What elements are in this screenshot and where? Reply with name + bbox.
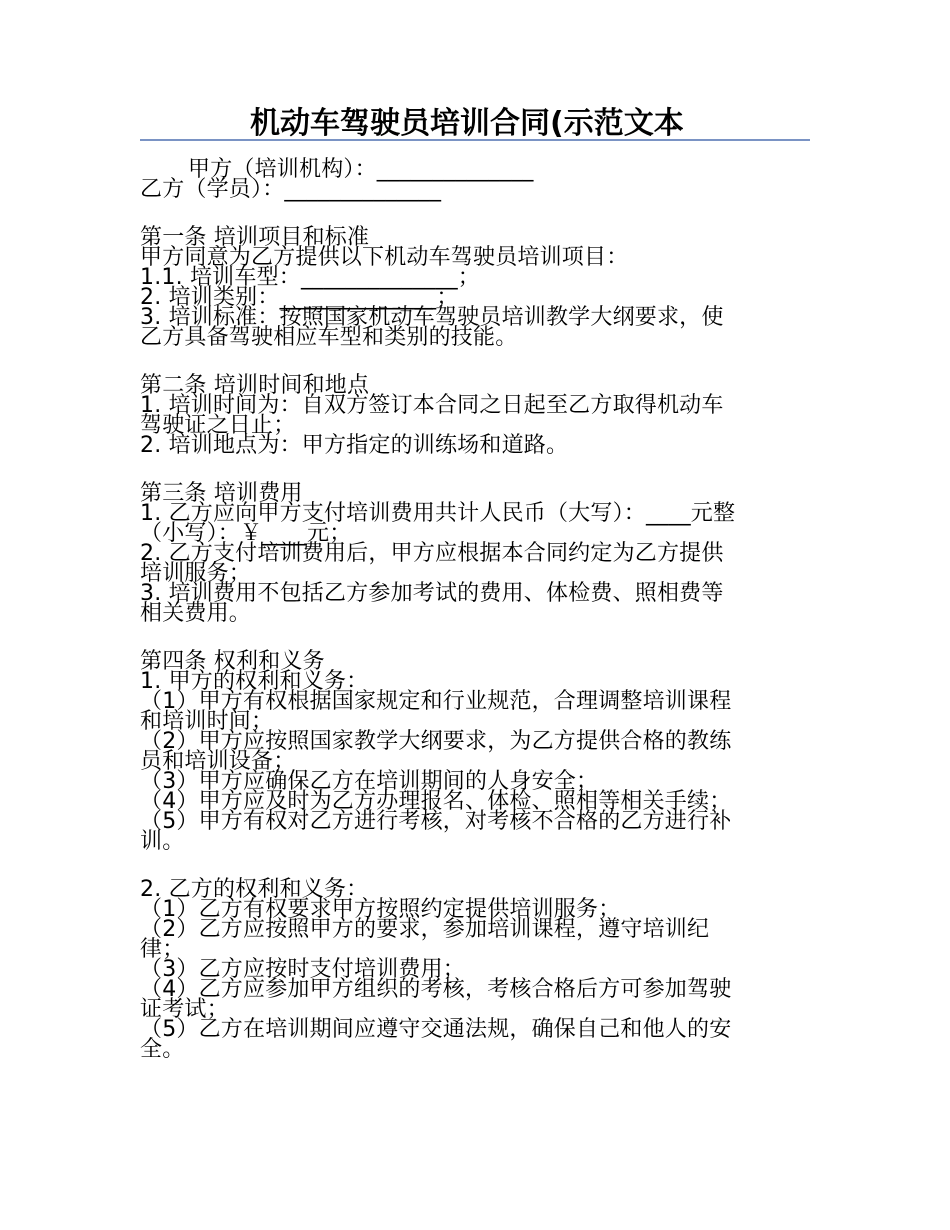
article-3-item-1: 1. 乙方应向甲方支付培训费用共计人民币（大写）：____元整 bbox=[140, 501, 736, 526]
article-1-heading: 第一条 培训项目和标准 bbox=[140, 225, 370, 250]
article-1-intro: 甲方同意为乙方提供以下机动车驾驶员培训项目： bbox=[140, 245, 629, 270]
spacer bbox=[140, 348, 810, 376]
spacer bbox=[140, 852, 810, 880]
article-3-item-3-cont: 相关费用。 bbox=[140, 601, 252, 626]
party-b-line: 乙方（学员）：______________ bbox=[140, 177, 442, 202]
party-b-right-4: （4）乙方应参加甲方组织的考核，考核合格后方可参加驾驶 bbox=[140, 977, 732, 1002]
article-3-item-3: 3. 培训费用不包括乙方参加考试的费用、体检费、照相费等 bbox=[140, 581, 724, 606]
article-2-heading: 第二条 培训时间和地点 bbox=[140, 373, 370, 398]
party-a-rights-heading: 1. 甲方的权利和义务： bbox=[140, 669, 369, 694]
title-underline bbox=[140, 139, 810, 141]
article-4-heading: 第四条 权利和义务 bbox=[140, 649, 325, 674]
article-2-item-2: 2. 培训地点为：甲方指定的训练场和道路。 bbox=[140, 433, 569, 458]
party-a-right-1-cont: 和培训时间； bbox=[140, 709, 274, 734]
party-b-right-5: （5）乙方在培训期间应遵守交通法规，确保自己和他人的安 bbox=[140, 1017, 732, 1042]
article-1-item-3-cont: 乙方具备驾驶相应车型和类别的技能。 bbox=[140, 325, 518, 350]
article-1-item-1: 1.1. 培训车型：______________； bbox=[140, 265, 480, 290]
spacer bbox=[140, 456, 810, 484]
party-a-right-3: （3）甲方应确保乙方在培训期间的人身安全； bbox=[140, 769, 599, 794]
document-title: 机动车驾驶员培训合同(示范文本 bbox=[250, 106, 684, 141]
article-1-item-3: 3. 培训标准：按照国家机动车驾驶员培训教学大纲要求，使 bbox=[140, 305, 724, 330]
article-3-heading: 第三条 培训费用 bbox=[140, 481, 303, 506]
party-b-right-3: （3）乙方应按时支付培训费用； bbox=[140, 957, 465, 982]
party-b-rights-heading: 2. 乙方的权利和义务： bbox=[140, 877, 369, 902]
party-a-right-2: （2）甲方应按照国家教学大纲要求，为乙方提供合格的教练 bbox=[140, 729, 732, 754]
party-a-line: 甲方（培训机构）：______________ bbox=[188, 157, 534, 182]
party-b-right-2: （2）乙方应按照甲方的要求，参加培训课程，遵守培训纪 bbox=[140, 917, 710, 942]
party-b-right-5-cont: 全。 bbox=[140, 1037, 185, 1062]
party-a-right-5: （5）甲方有权对乙方进行考核，对考核不合格的乙方进行补 bbox=[140, 809, 732, 834]
party-b-right-4-cont: 证考试； bbox=[140, 997, 229, 1022]
party-a-right-2-cont: 员和培训设备； bbox=[140, 749, 296, 774]
article-3-item-2-cont: 培训服务； bbox=[140, 561, 252, 586]
article-2-item-1-cont: 驾驶证之日止； bbox=[140, 413, 296, 438]
spacer bbox=[140, 624, 810, 652]
spacer bbox=[140, 200, 810, 228]
party-a-right-1: （1）甲方有权根据国家规定和行业规范，合理调整培训课程 bbox=[140, 689, 732, 714]
article-2-item-1: 1. 培训时间为：自双方签订本合同之日起至乙方取得机动车 bbox=[140, 393, 724, 418]
article-1-item-2: 2. 培训类别：______________； bbox=[140, 285, 459, 310]
document-body bbox=[140, 157, 810, 1062]
party-b-right-1: （1）乙方有权要求甲方按照约定提供培训服务； bbox=[140, 897, 621, 922]
party-b-right-2-cont: 律； bbox=[140, 937, 185, 962]
article-3-item-2: 2. 乙方支付培训费用后，甲方应根据本合同约定为乙方提供 bbox=[140, 541, 724, 566]
party-a-right-5-cont: 训。 bbox=[140, 829, 185, 854]
party-a-right-4: （4）甲方应及时为乙方办理报名、体检、照相等相关手续； bbox=[140, 789, 732, 814]
article-3-item-1-cont: （小写）：￥____元； bbox=[140, 521, 352, 546]
